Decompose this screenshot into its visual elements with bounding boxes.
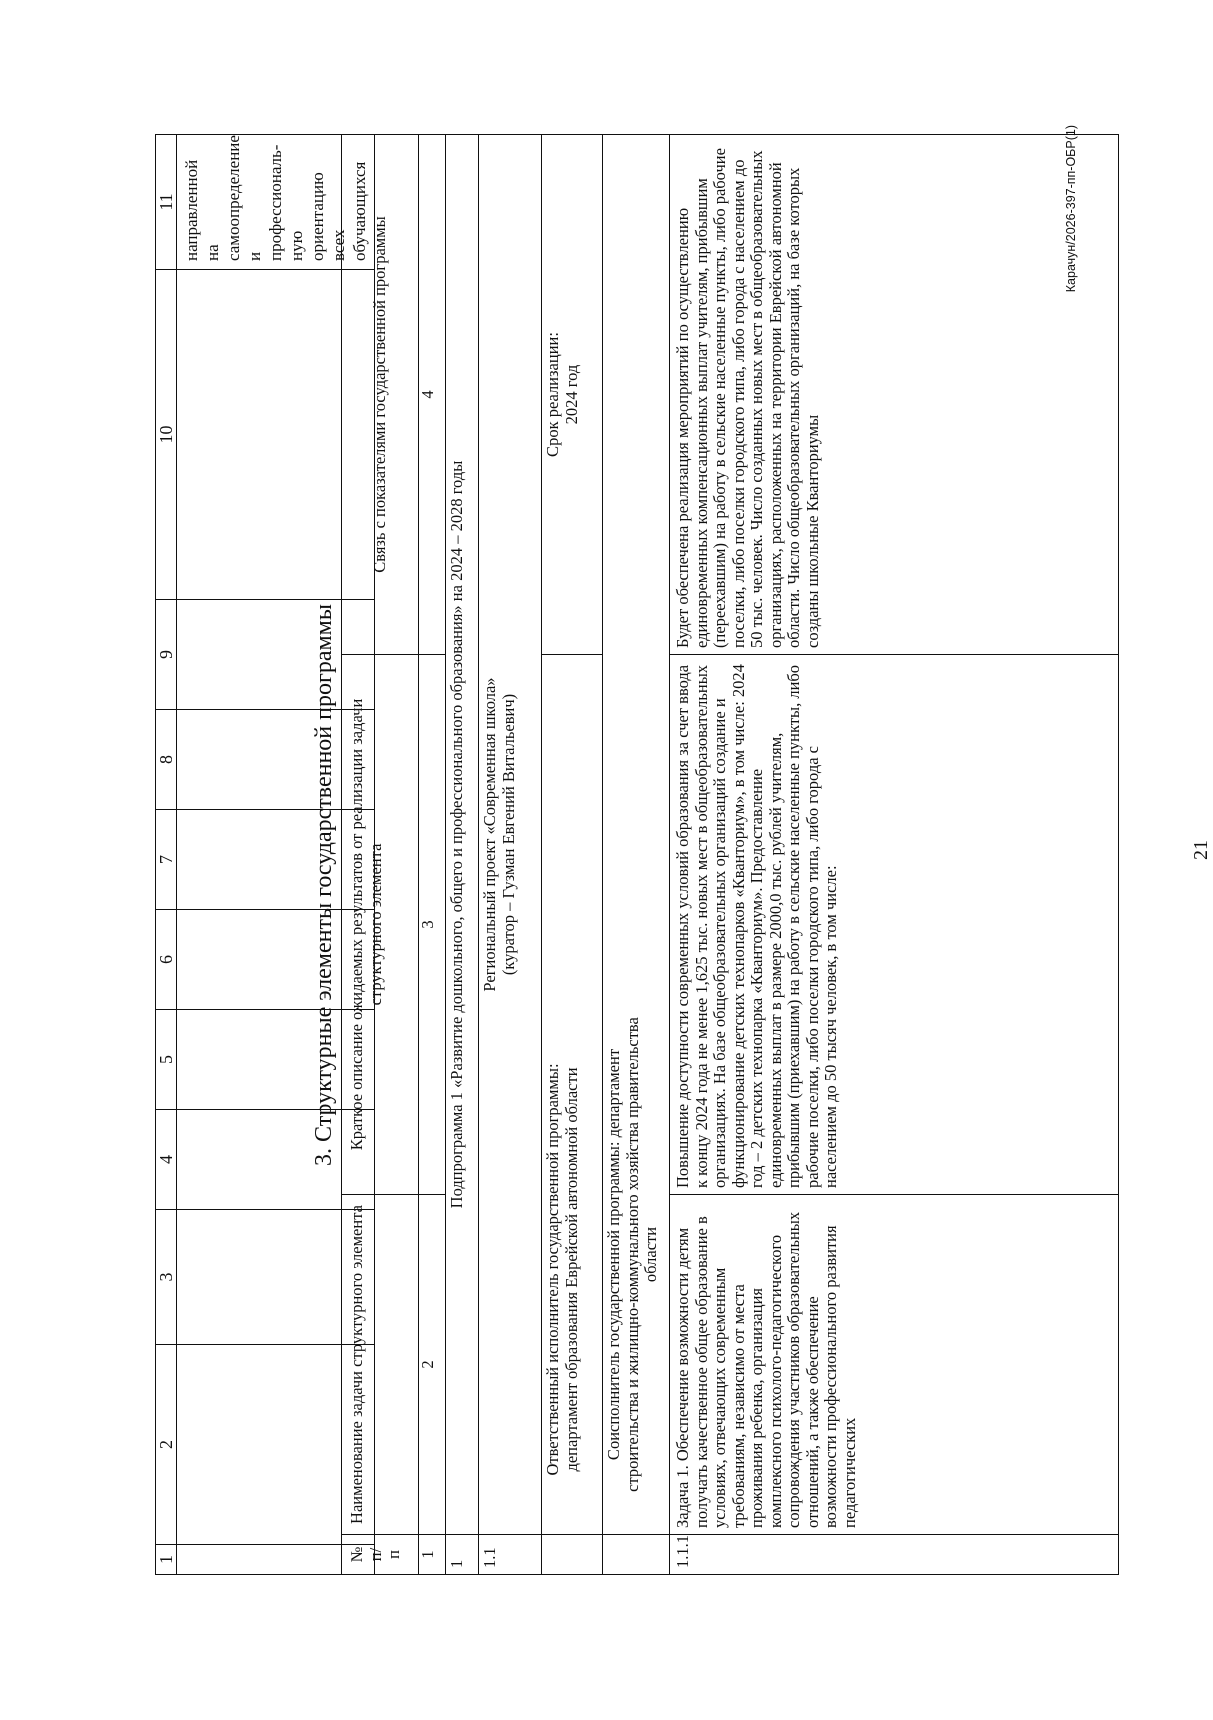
responsible-row [542,135,603,1575]
header-name: Наименование задачи структурного элемента [342,1195,419,1535]
responsible-executor: Ответственный исполнитель государственной программы: департамент образования Еврейской автономной области [542,655,603,1535]
colnum-5: 5 [156,1010,177,1110]
document-code: Карачун/2026-397-пп-ОБР(1) [1064,125,1078,293]
colnum-8: 8 [156,710,177,810]
header-description: Краткое описание ожидаемых результатов от реализации задачи структурного элемента [342,655,419,1195]
task-row [670,135,1119,1575]
project-name: Региональный проект «Современная школа» [480,677,499,992]
cell-col-11: направленной на самоопределение и профессиональ-ную ориентацию всех обучающихся [177,135,375,270]
colnum-9: 9 [156,600,177,710]
term-label: Срок реализации: [543,332,562,457]
rotated-page-content [105,115,1105,1615]
column-number-row [156,135,177,1575]
page-number: 21 [1190,840,1212,860]
project-title [479,135,542,1535]
colnum-6: 6 [156,910,177,1010]
coexecutor-row [603,135,670,1575]
colnum-10: 10 [156,270,177,600]
project-curator: (куратор – Гузман Евгений Витальевич) [498,693,518,976]
section-title: 3. Структурные элементы государственной программы [311,604,337,1166]
task-num: 1.1.1 [670,1535,1119,1575]
colnum-1: 1 [419,1535,446,1575]
task-name: Задача 1. Обеспечение возможности детям получать качественное общее образование в условиях, отвечающих современным требованиям, независимо от места проживания ребенка, организация комплексного психолого-педагогического сопровождения участников образовательных отношений, а также обеспечение возможности профессионального развития педагогических [670,1195,1119,1535]
colnum-4: 4 [156,1110,177,1210]
colnum-1: 1 [156,1545,177,1575]
colnum-11: 11 [156,135,177,270]
colnum-4: 4 [419,135,446,655]
project-num: 1.1 [479,1535,542,1575]
table-header-row [342,135,419,1575]
implementation-term [542,135,603,655]
structural-elements-table [341,134,1119,1575]
coexecutor: Соисполнитель государственной программы: департамент строительства и жилищно-коммунального хозяйства правительства области [603,135,670,1535]
colnum-3: 3 [419,655,446,1195]
task-indicator-link: Будет обеспечена реализация мероприятий по осуществлению единовременных компенсационных выплат учителям, прибывшим (переехавшим) на работу в сельские населенные пункты, либо рабочие поселки, либо поселки городского типа, либо города с населением до 50 тыс. человек. Число созданных новых мест в общеобразовательных организациях, расположенных на территории Еврейской автономной области. Число общеобразовательных организаций, на базе которых созданы школьные Кванториумы [670,135,1119,655]
header-link: Связь с показателями государственной программы [342,135,419,655]
term-value: 2024 год [561,364,581,425]
colnum-3: 3 [156,1210,177,1345]
subprogram-num: 1 [446,1535,479,1575]
column-number-row [419,135,446,1575]
task-description: Повышение доступности современных условий образования за счет ввода к концу 2024 года не менее 1,625 тыс. новых мест в общеобразовательных организациях. На базе общеобразовательных организаций создание и функционирование детских технопарков «Кванториум», в том числе: 2024 год – 2 детских технопарка «Кванториум». Предоставление единовременных выплат в размере 2000,0 тыс. рублей учителям, прибывшим (приехавшим) на работу в сельские населенные пункты, либо рабочие поселки, либо поселки городского типа, либо города с населением до 50 тысяч человек, в том числе: [670,655,1119,1195]
header-num: № п/п [342,1535,419,1575]
colnum-2: 2 [156,1345,177,1545]
project-row [479,135,542,1575]
colnum-7: 7 [156,810,177,910]
colnum-2: 2 [419,1195,446,1535]
subprogram-title: Подпрограмма 1 «Развитие дошкольного, общего и профессионального образования» на 2024 – 2028 годы [446,135,479,1535]
subprogram-row [446,135,479,1575]
